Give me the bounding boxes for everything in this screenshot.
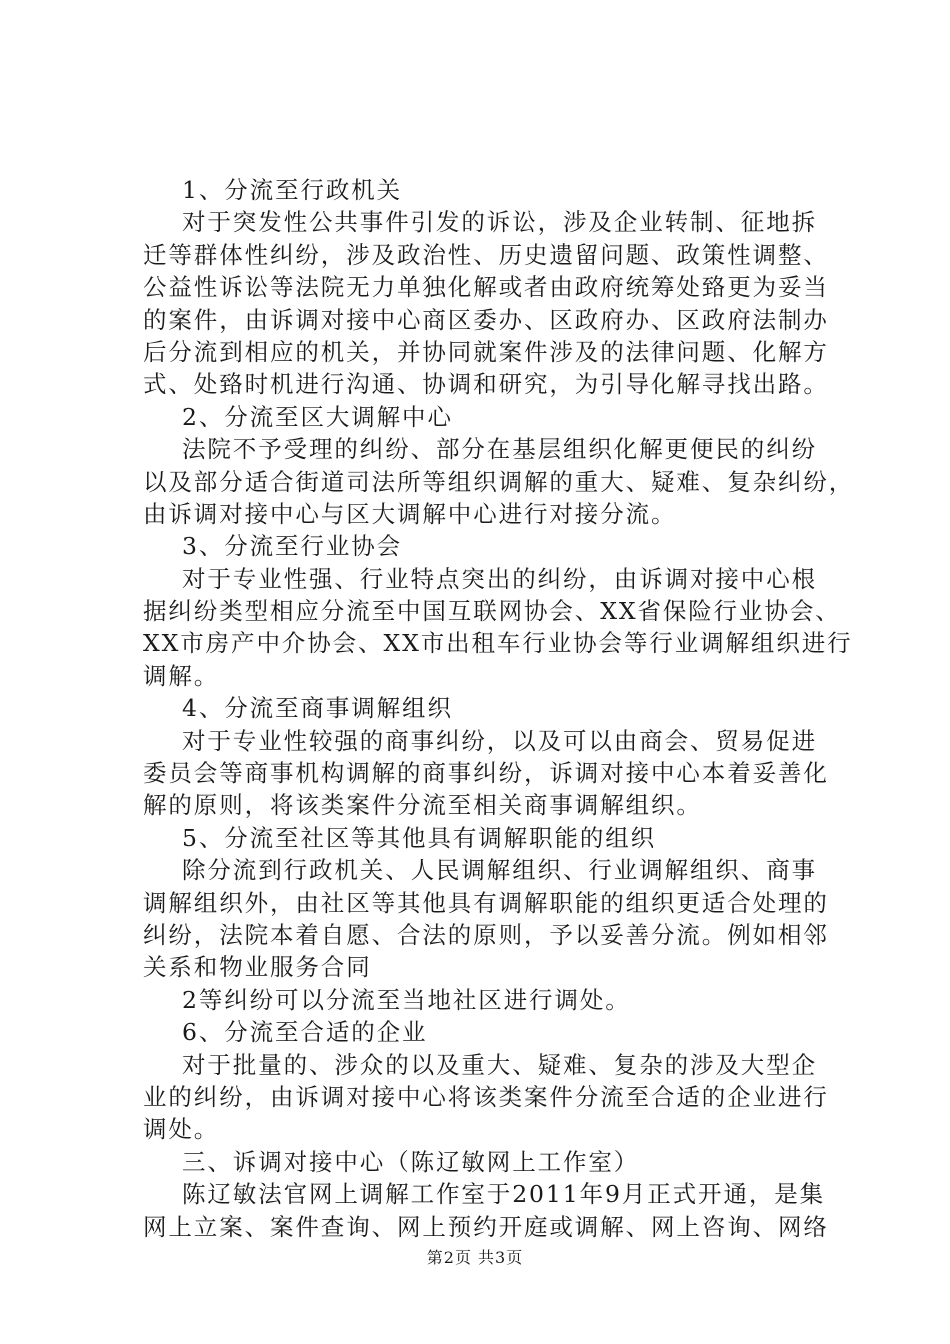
text-line: 3、分流至行业协会 — [182, 532, 403, 561]
text-line: 解的原则，将该类案件分流至相关商事调解组织。 — [143, 791, 702, 820]
text-line: 对于专业性较强的商事纠纷，以及可以由商会、贸易促进 — [182, 726, 817, 755]
text-line: 调解。 — [143, 661, 220, 690]
text-line: 网上立案、案件查询、网上预约开庭或调解、网上咨询、网络 — [143, 1212, 829, 1241]
text-line: 对于专业性强、行业特点突出的纠纷，由诉调对接中心根 — [182, 564, 817, 593]
text-line: 2等纠纷可以分流至当地社区进行调处。 — [182, 985, 631, 1014]
text-line: 法院不予受理的纠纷、部分在基层组织化解更便民的纠纷 — [182, 435, 817, 464]
text-line: 三、诉调对接中心（陈辽敏网上工作室） — [182, 1147, 640, 1176]
text-line: 业的纠纷，由诉调对接中心将该类案件分流至合适的企业进行 — [143, 1082, 829, 1111]
page-footer: 第2页 共3页 — [426, 1248, 524, 1267]
text-line: 关系和物业服务合同 — [143, 953, 372, 982]
text-line: 由诉调对接中心与区大调解中心进行对接分流。 — [143, 499, 677, 528]
document-body — [143, 174, 855, 1243]
text-line: 的案件，由诉调对接中心商区委办、区政府办、区政府法制办 — [143, 305, 829, 334]
text-line: 4、分流至商事调解组织 — [182, 694, 453, 723]
text-line: 6、分流至合适的企业 — [182, 1018, 428, 1047]
text-line: 迁等群体性纠纷，涉及政治性、历史遗留问题、政策性调整、 — [143, 240, 829, 269]
text-line: 公益性诉讼等法院无力单独化解或者由政府统筹处臵更为妥当 — [143, 273, 829, 302]
text-line: 委员会等商事机构调解的商事纠纷，诉调对接中心本着妥善化 — [143, 759, 829, 788]
text-line: 纠纷，法院本着自愿、合法的原则，予以妥善分流。例如相邻 — [143, 920, 829, 949]
text-line: 对于批量的、涉众的以及重大、疑难、复杂的涉及大型企 — [182, 1050, 817, 1079]
text-line: 对于突发性公共事件引发的诉讼，涉及企业转制、征地拆 — [182, 208, 817, 237]
text-line: XX市房产中介协会、XX市出租车行业协会等行业调解组织进行 — [143, 629, 853, 658]
text-line: 除分流到行政机关、人民调解组织、行业调解组织、商事 — [182, 856, 817, 885]
text-line: 以及部分适合街道司法所等组织调解的重大、疑难、复杂纠纷， — [143, 467, 855, 496]
text-line: 陈辽敏法官网上调解工作室于2011年9月正式开通，是集 — [182, 1180, 826, 1209]
text-line: 调解组织外，由社区等其他具有调解职能的组织更适合处理的 — [143, 888, 829, 917]
text-line: 后分流到相应的机关，并协同就案件涉及的法律问题、化解方 — [143, 337, 829, 366]
text-line: 1、分流至行政机关 — [182, 176, 403, 204]
text-line: 调处。 — [143, 1115, 220, 1144]
text-line: 5、分流至社区等其他具有调解职能的组织 — [182, 823, 657, 852]
text-line: 式、处臵时机进行沟通、协调和研究，为引导化解寻找出路。 — [143, 370, 829, 399]
text-line: 据纠纷类型相应分流至中国互联网协会、XX省保险行业协会、 — [143, 597, 841, 626]
text-line: 2、分流至区大调解中心 — [182, 402, 453, 431]
